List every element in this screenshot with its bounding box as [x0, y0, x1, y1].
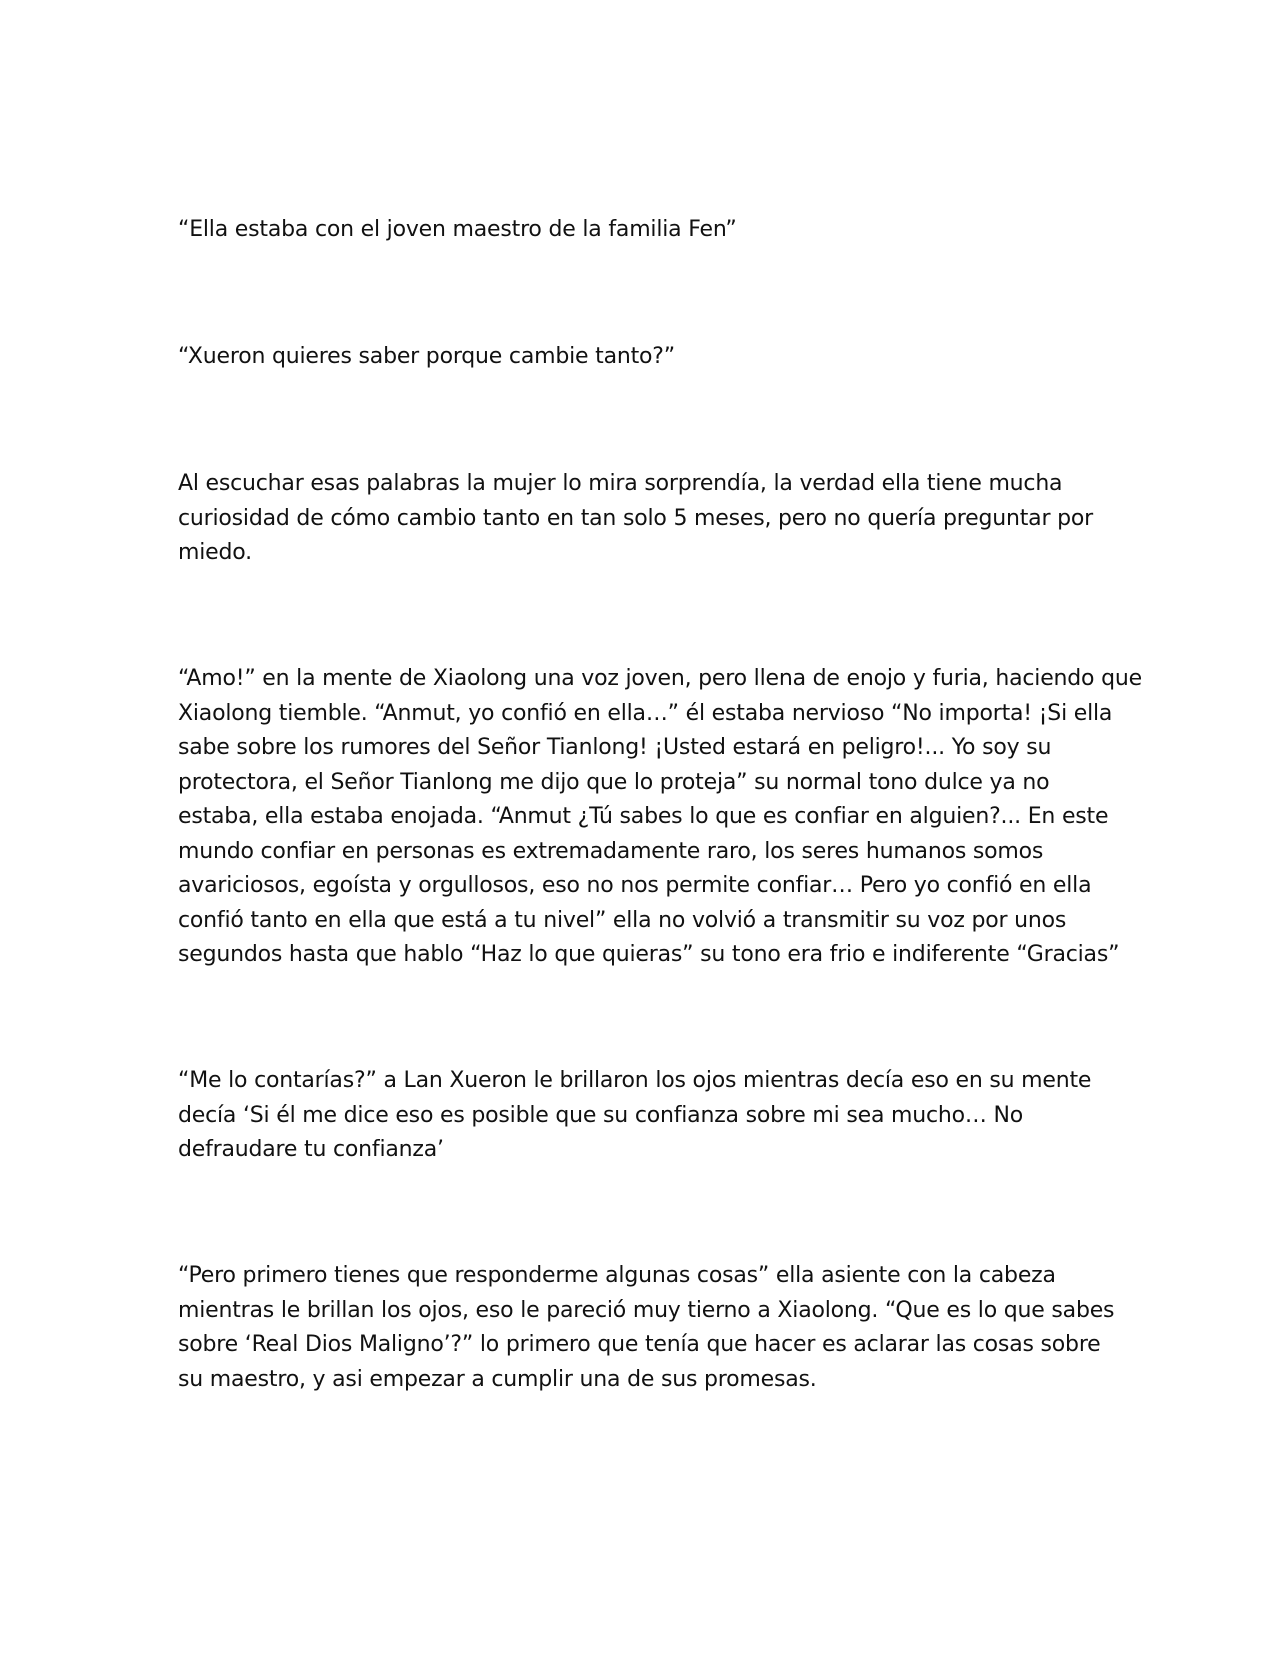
text-line: mundo confiar en personas es extremadamente raro, los seres humanos somos [178, 838, 1044, 864]
text-line: decía ‘Si él me dice eso es posible que su confianza sobre mi sea mucho… No [178, 1102, 1023, 1128]
paragraph-5 [178, 1064, 1108, 1168]
text-line: “Ella estaba con el joven maestro de la familia Fen” [178, 217, 737, 242]
text-line: sabe sobre los rumores del Señor Tianlong! ¡Usted estará en peligro!... Yo soy su [178, 735, 1052, 760]
paragraph-3 [178, 467, 1108, 571]
paragraph-6 [178, 1259, 1115, 1397]
text-line: mientras le brillan los ojos, eso le pareció muy tierno a Xiaolong. “Que es lo que sabes [178, 1297, 1115, 1323]
text-line: “Amo!” en la mente de Xiaolong una voz joven, pero llena de enojo y furia, haciendo que [178, 666, 1142, 691]
text-line: defraudare tu confianza’ [178, 1137, 444, 1162]
text-line: curiosidad de cómo cambio tanto en tan solo 5 meses, pero no quería preguntar por [178, 505, 1093, 531]
text-line: segundos hasta que hablo “Haz lo que quieras” su tono era frio e indiferente “Gracias” [178, 942, 1120, 967]
text-line: estaba, ella estaba enojada. “Anmut ¿Tú sabes lo que es confiar en alguien?... En este [178, 804, 1109, 829]
text-line: “Me lo contarías?” a Lan Xueron le brillaron los ojos mientras decía eso en su mente [178, 1068, 1092, 1093]
text-line: sobre ‘Real Dios Maligno’?” lo primero que tenía que hacer es aclarar las cosas sobre [178, 1332, 1101, 1357]
text-line: “Pero primero tienes que responderme algunas cosas” ella asiente con la cabeza [178, 1263, 1056, 1288]
text-line: miedo. [178, 540, 252, 565]
text-line: protectora, el Señor Tianlong me dijo que lo proteja” su normal tono dulce ya no [178, 769, 1050, 795]
text-line: “Xueron quieres saber porque cambie tanto?” [178, 344, 675, 369]
text-line: Xiaolong tiemble. “Anmut, yo confió en ella…” él estaba nervioso “No importa! ¡Si ella [178, 700, 1113, 726]
paragraph-1 [178, 213, 1108, 248]
text-line: avariciosos, egoísta y orgullosos, eso no nos permite confiar… Pero yo confió en ella [178, 873, 1092, 898]
text-line: confió tanto en ella que está a tu nivel” ella no volvió a transmitir su voz por unos [178, 907, 1067, 933]
paragraph-4 [178, 662, 1142, 973]
text-line: Al escuchar esas palabras la mujer lo mira sorprendía, la verdad ella tiene mucha [178, 471, 1063, 496]
text-line: su maestro, y asi empezar a cumplir una de sus promesas. [178, 1366, 817, 1392]
paragraph-2 [178, 340, 1108, 375]
